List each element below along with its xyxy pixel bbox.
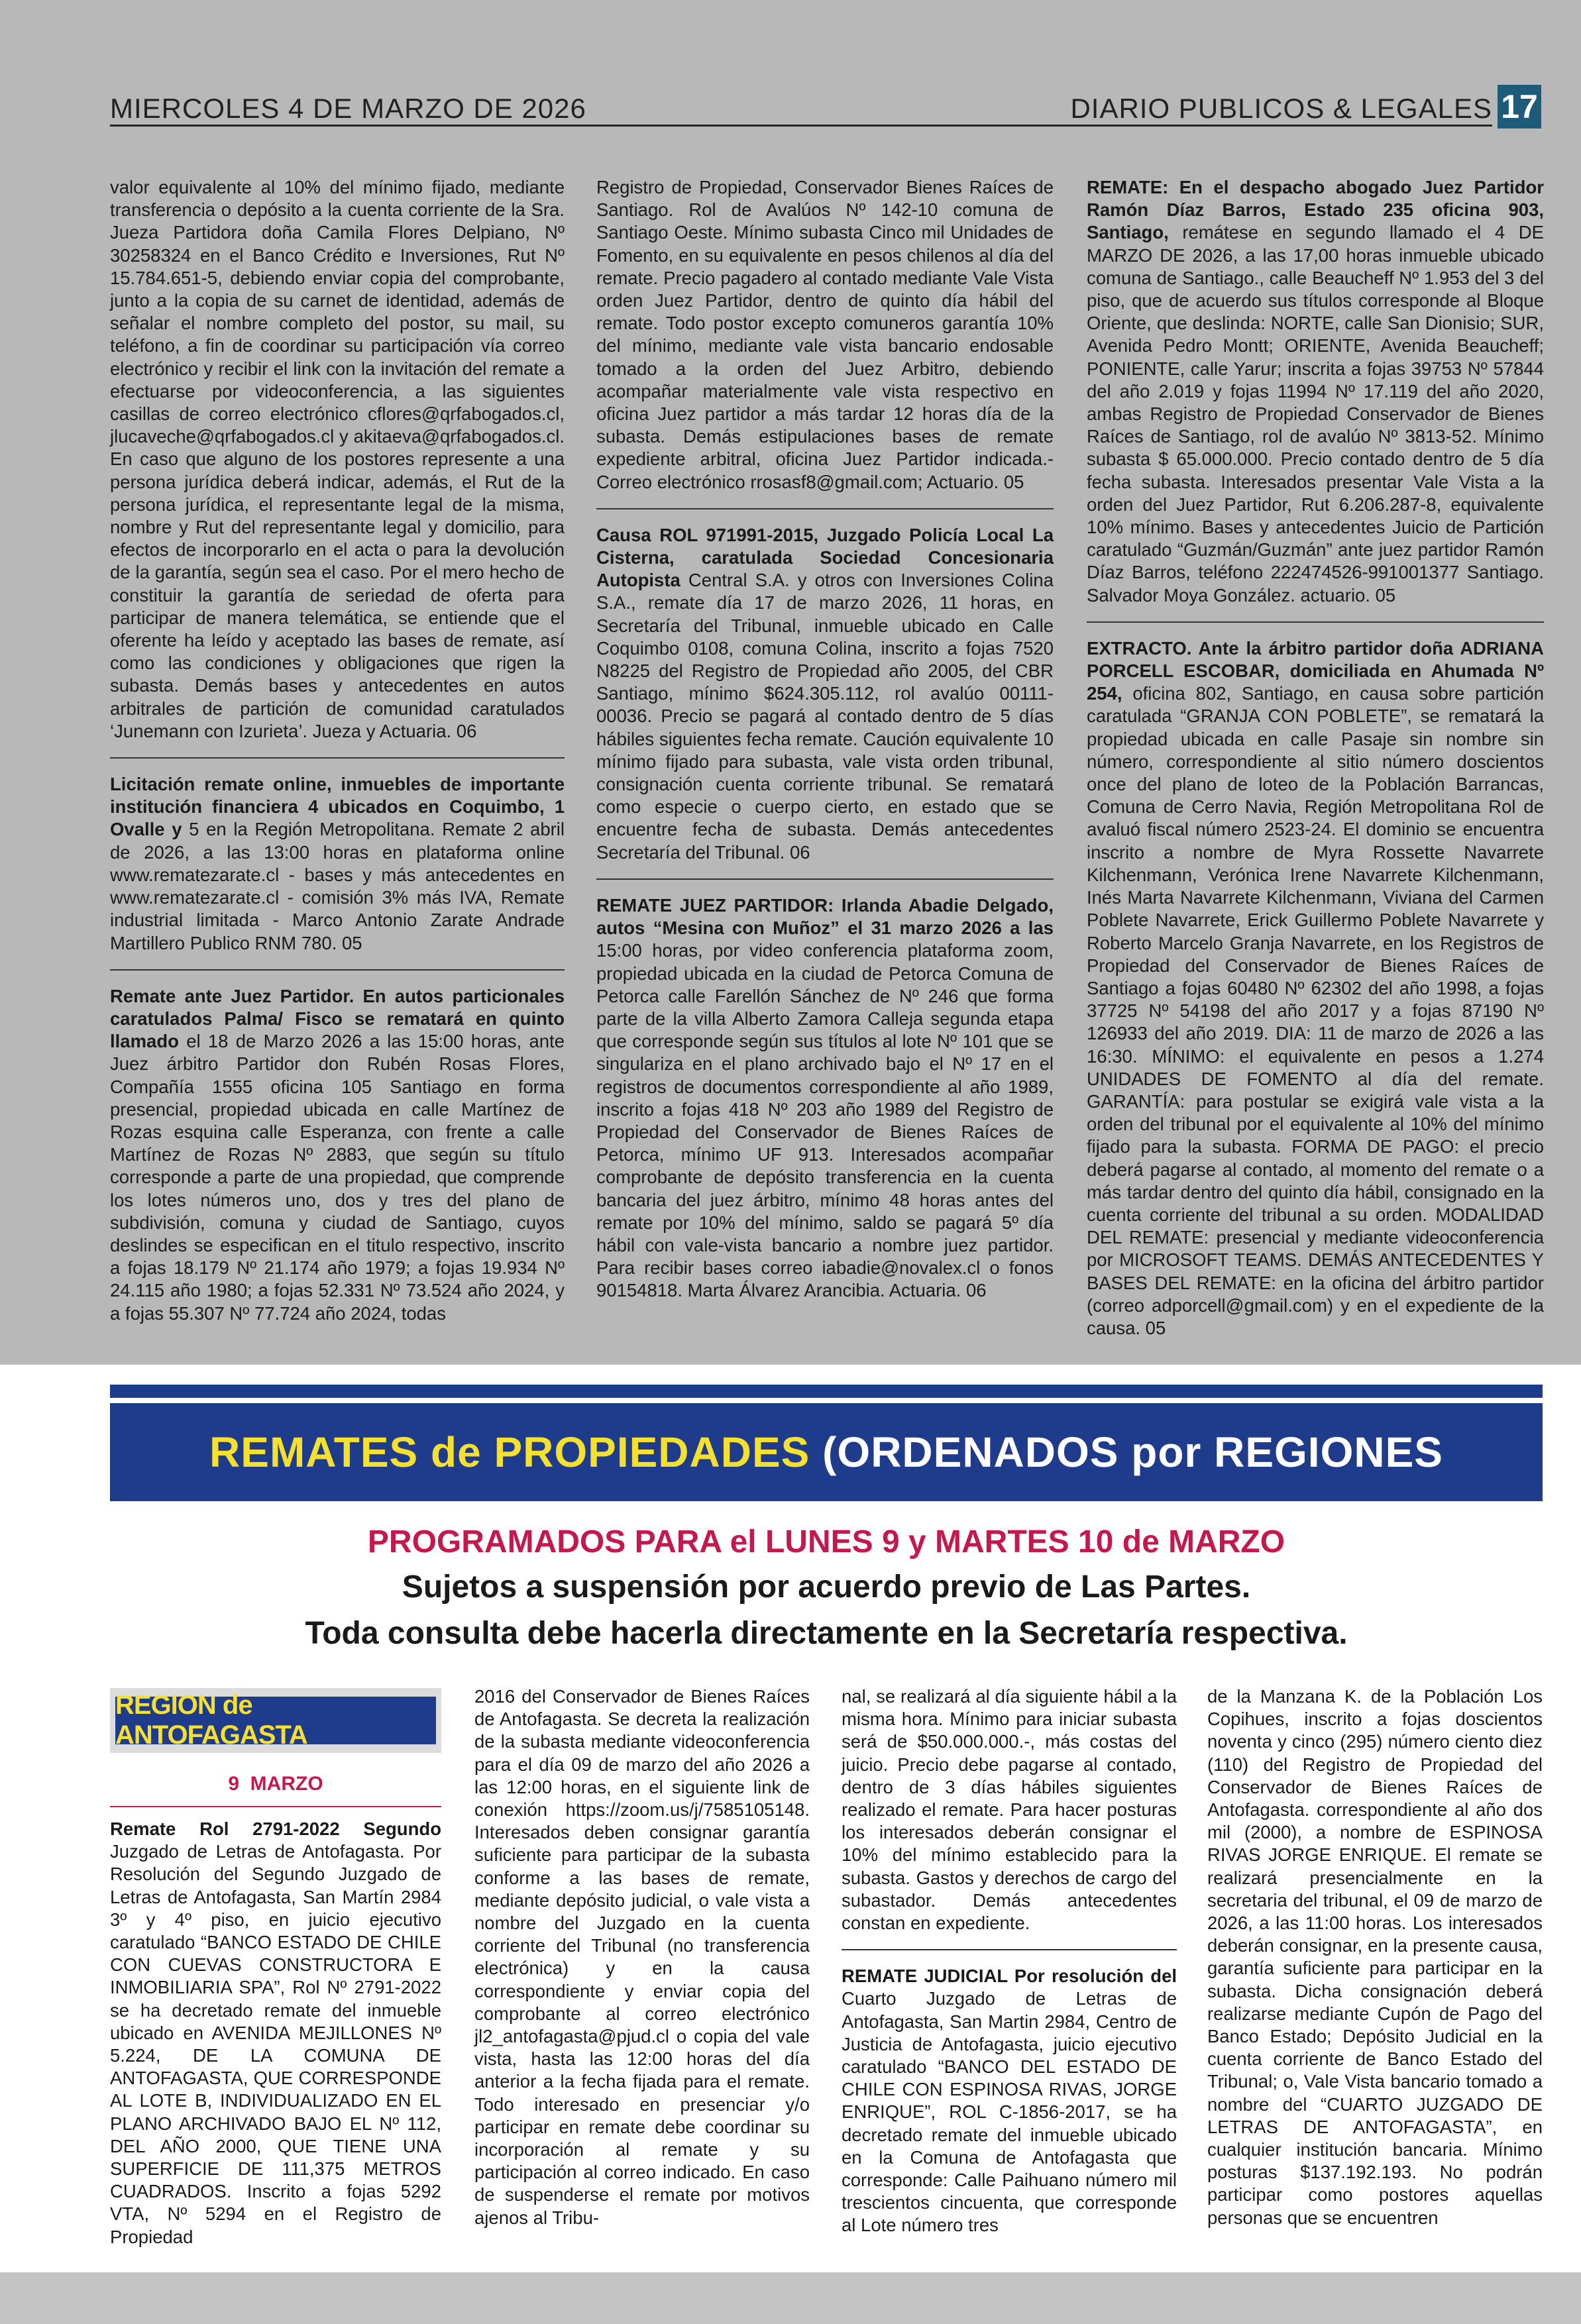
notice bbox=[842, 1965, 1177, 2237]
notice-text: de la Manzana K. de la Población Los Copihues, inscrito a fojas doscientos noventa y cinco (295) número ciento diez (110) del Registro de Propiedad del Conservador de Bienes Raíces de Antofagasta. correspondiente al año dos mil (2000), a nombre de ESPINOSA RIVAS JORGE ENRIQUE. El remate se realizará presencialmente en la secretaria del tribunal, el 09 de marzo de 2026, a las 11:00 horas. Los interesados deberán consignar, en la presente causa, garantía suficiente para participar en la subasta. Dicha consignación deberá realizarse mediante Cupón de Pago del Banco Estado; Depósito Judicial en la cuenta corriente de Banco Estado del Tribunal; o, Vale Vista bancario tomado a nombre del “CUARTO JUZGADO DE LETRAS DE ANTOFAGASTA”, en cualquier institución bancaria. Mínimo posturas $137.192.193. No podrán participar como postores aquellas personas que se encuentren bbox=[1207, 1686, 1543, 2228]
notice-heading: REMATE: En el despacho abogado Juez Partidor Ramón Díaz Barros, Estado 235 oficina 903, Santiago, bbox=[1087, 177, 1544, 243]
banner-top-line bbox=[110, 1385, 1543, 1398]
notice-text: valor equivalente al 10% del mínimo fijado, mediante transferencia o depósito a la cuenta corriente de la Sra. Jueza Partidora doña Camila Flores Delpiano, Nº 30258324 en el Banco Crédito e Inversiones, Rut Nº 15.784.651-5, debiendo enviar copia del comprobante, junto a la copia de su carnet de identidad, además de señalar el nombre completo del postor, su mail, su teléfono, a fin de coordinar su participación vía correo electrónico y recibir el link con la invitación del remate a efectuarse por videoconferencia, a las siguientes casillas de correo electrónico cflores@qrfabogados.cl, jlucaveche@qrfabogados.cl y akitaeva@qrfabogados.cl. En caso que alguno de los postores represente a una persona jurídica deberá indicar, además, el Rut de la persona jurídica, el representante legal de la misma, nombre y Rut del representante legal y domicilio, para efectos de incorporarlo en el acta o para la devolución de la garantía, según sea el caso. Por el mero hecho de constituir la garantía de seriedad de oferta para participar de manera telemática, se entiende que el oferente ha leído y aceptado las bases de remate, así como las condiciones y obligaciones que rigen la subasta. Demás bases y antecedentes en autos arbitrales de partición de comunidad caratulados ‘Junemann con Izurieta’. Jueza y Actuaria. 06 bbox=[110, 177, 565, 741]
notice-text: 2016 del Conservador de Bienes Raíces de Antofagasta. Se decreta la realización de la subasta mediante videoconferencia para el día 09 de marzo del año 2026 a las 12:00 horas, en el siguiente link de conexión https://zoom.us/j/7585105148. Interesados deben consignar garantía suficiente para participar de la subasta conforme a las bases de remate, mediante depósito judicial, o vale vista a nombre del Juzgado en la cuenta corriente del Tribunal (no transferencia electrónica) y en la causa correspondiente y enviar copia del comprobante al correo electrónico jl2_antofagasta@pjud.cl o copia del vale vista, hasta las 12:00 horas del día anterior a la fecha fijada para el remate. Todo interesado en presenciar y/o participar en remate debe coordinar su incorporación al remate y su participación al correo indicado. En caso de suspenderse el remate por motivos ajenos al Tribu- bbox=[474, 1686, 810, 2228]
notice-separator bbox=[596, 878, 1054, 880]
section-banner bbox=[110, 1403, 1543, 1501]
notice bbox=[1087, 637, 1544, 1340]
banner-subtitle-schedule: PROGRAMADOS PARA el LUNES 9 y MARTES 10 de MARZO bbox=[367, 1524, 1285, 1559]
bottom-grey-strip bbox=[0, 2272, 1581, 2324]
notice-body: el 18 de Marzo 2026 a las 15:00 horas, ante Juez árbitro Partidor don Rubén Rosas Flores, Compañía 1555 oficina 105 Santiago en forma presencial, propiedad ubicada en calle Martínez de Rozas esquina calle Esperanza, con frente a calle Martínez de Rozas Nº 2883, que según su título corresponde a parte de una propiedad, que comprende los lotes números uno, dos y tres del plano de subdivisión, comuna y ciudad de Santiago, cuyos deslindes se especifican en el titulo respectivo, inscrito a fojas 18.179 Nº 21.174 año 1979; a fojas 19.934 Nº 24.115 año 1980; a fojas 52.331 Nº 73.524 año 2024, y a fojas 55.307 Nº 77.724 año 2024, todas bbox=[110, 1031, 565, 1324]
top-column-1 bbox=[110, 176, 565, 1340]
day-rule bbox=[110, 1806, 441, 1807]
banner-title-secondary: (ORDENADOS por REGIONES bbox=[810, 1428, 1443, 1476]
bottom-column-1 bbox=[110, 1818, 441, 2263]
notice-heading: REMATE JUEZ PARTIDOR: Irlanda Abadie Delgado, autos “Mesina con Muñoz” el 31 marzo 2026 a las bbox=[596, 894, 1054, 939]
notice bbox=[110, 773, 565, 955]
notice-body: Cuarto Juzgado de Letras de Antofagasta, San Martin 2984, Centro de Justicia de Antofagasta, juicio ejecutivo caratulado “BANCO DEL ESTADO DE CHILE CON ESPINOSA RIVAS, JORGE ENRIQUE”, ROL C-1856-2017, se ha decretado remate del inmueble ubicado en la Comuna de Antofagasta que corresponde: Calle Paihuano número mil trescientos cincuenta, que corresponde al Lote número tres bbox=[842, 1988, 1177, 2236]
notice-heading: Remate Rol 2791-2022 Segundo bbox=[110, 1819, 441, 1839]
page-number: 17 bbox=[1498, 85, 1541, 129]
banner-title-primary: REMATES de PROPIEDADES bbox=[209, 1428, 810, 1476]
banner-subtitle-contact: Toda consulta debe hacerla directamente en la Secretaría respectiva. bbox=[305, 1616, 1348, 1651]
day-label: 9 MARZO bbox=[228, 1773, 323, 1795]
notice-text: nal, se realizará al día siguiente hábil a la misma hora. Mínimo para iniciar subasta será de $50.000.000.-, más costas del juicio. Precio debe pagarse al contado, dentro de 3 días hábiles siguientes realizado el remate. Para hacer posturas los interesados deberán consignar el 10% del mínimo establecido para la subasta. Gastos y derechos de cargo del subastador. Demás antecedentes constan en expediente. bbox=[842, 1686, 1177, 1934]
notice bbox=[596, 524, 1054, 864]
notice-heading: Causa ROL 971991-2015, Juzgado Policía Local La Cisterna, caratulada Sociedad Concesionaria Autopista bbox=[596, 524, 1054, 591]
notice-body: 15:00 horas, por video conferencia plataforma zoom, propiedad ubicada en la ciudad de Petorca Comuna de Petorca calle Farellón Sánchez de Nº 246 que forma parte de la villa Alberto Zamora Calleja segunda etapa que corresponde según sus títulos al lote Nº 101 que se singulariza en el plano archivado bajo el Nº 17 en el registros de documentos correspondiente al año 1989, inscrito a fojas 418 Nº 203 año 1989 del Registro de Propiedad del Conservador de Bienes Raíces de Petorca, mínimo UF 913. Interesados acompañar comprobante de depósito transferencia en la cuenta bancaria del juez árbitro, mínimo 48 horas antes del remate por 10% del mínimo, saldo se pagará 5º día hábil con vale-vista bancario a nombre juez partidor. Para recibir bases correo iabadie@novalex.cl o fonos 90154818. Marta Álvarez Arancibia. Actuaria. 06 bbox=[596, 940, 1054, 1301]
bottom-column-2 bbox=[474, 1685, 810, 2244]
banner-subtitle-suspension: Sujetos a suspensión por acuerdo previo de Las Partes. bbox=[402, 1569, 1251, 1605]
notice bbox=[596, 894, 1054, 1302]
notice-body: oficina 802, Santiago, en causa sobre partición caratulada “GRANJA CON POBLETE”, se rematará la propiedad ubicada en calle Pasaje sin nombre sin número, correspondiente al sitio número doscientos once del plano de loteo de la Población Barrancas, Comuna de Cerro Navia, Región Metropolitana Rol de avaluó fiscal número 2523-24. El dominio se encuentra inscrito a nombre de Myra Rossette Navarrete Kilchenmann, Verónica Irene Navarrete Kilchenmann, Inés Marta Navarrete Kilchenmann, Viviana del Carmen Poblete Navarrete, Erick Guillermo Poblete Navarrete y Roberto Marcelo Granja Navarrete, en los Registros de Propiedad del Conservador de Bienes Raíces de Santiago a fojas 60480 Nº 62302 del año 1998, a fojas 37725 Nº 54198 del año 2017 y a fojas 87190 Nº 126933 del año 2019. DIA: 11 de marzo de 2026 a las 16:30. MÍNIMO: el equivalente en pesos a 1.274 UNIDADES DE FOMENTO al día del remate. GARANTÍA: para postular se exigirá vale vista a la orden del tribunal por el equivalente al 10% del mínimo fijado para la subasta. FORMA DE PAGO: el precio deberá pagarse al contado, al momento del remate o a más tardar dentro del quinto día hábil, consignado en la cuenta corriente del tribunal a su orden. MODALIDAD DEL REMATE: presencial y mediante videoconferencia por MICROSOFT TEAMS. DEMÁS ANTECEDENTES Y BASES DEL REMATE: en la oficina del árbitro partidor (correo adporcell@gmail.com) y en el expediente de la causa. 05 bbox=[1087, 683, 1544, 1338]
notice-separator bbox=[1087, 621, 1544, 623]
notice-heading: EXTRACTO. Ante la árbitro partidor doña ADRIANA PORCELL ESCOBAR, domiciliada en Ahumada Nº 254, bbox=[1087, 637, 1544, 704]
region-heading: REGION de ANTOFAGASTA bbox=[115, 1697, 436, 1744]
notice-separator bbox=[110, 757, 565, 759]
header-date: MIERCOLES 4 DE MARZO DE 2026 bbox=[110, 93, 586, 124]
bottom-column-4 bbox=[1207, 1685, 1543, 2244]
notice-heading: Licitación remate online, inmuebles de importante institución financiera 4 ubicados en Coquimbo, 1 Ovalle y bbox=[110, 774, 565, 840]
notice-text: Registro de Propiedad, Conservador Bienes Raíces de Santiago. Rol de Avalúos Nº 142-10 comuna de Santiago Oeste. Mínimo subasta Cinco mil Unidades de Fomento, en su equivalente en pesos chilenos al día del remate. Precio pagadero al contado mediante Vale Vista orden Juez Partidor, dentro de quinto día hábil del remate. Todo postor excepto comuneros garantía 10% del mínimo, mediante vale vista bancario endosable tomado a la orden del Juez Arbitro, debiendo acompañar materialmente vale vista respectivo en oficina Juez partidor a más tardar 12 horas día de la subasta. Demás estipulaciones bases de remate expediente arbitral, oficina Juez Partidor indicada.- Correo electrónico rrosasf8@gmail.com; Actuario. 05 bbox=[596, 177, 1054, 492]
notice bbox=[110, 1818, 441, 2248]
notice-heading: REMATE JUDICIAL Por resolución del bbox=[842, 1966, 1177, 1987]
notice-separator bbox=[596, 508, 1054, 509]
header-masthead: DIARIO PUBLICOS & LEGALES bbox=[1070, 93, 1492, 124]
header-rule bbox=[110, 125, 1492, 127]
region-heading-box bbox=[110, 1688, 441, 1753]
notice-body: 5 en la Región Metropolitana. Remate 2 abril de 2026, a las 13:00 horas en plataforma online www.rematezarate.cl - bases y más antecedentes en www.rematezarate.cl - comisión 3% más IVA, Remate industrial limitada - Marco Antonio Zarate Andrade Martillero Publico RNM 780. 05 bbox=[110, 819, 565, 953]
notice-body: Central S.A. y otros con Inversiones Colina S.A., remate día 17 de marzo 2026, 11 horas, en Secretaría del Tribunal, inmueble ubicado en Calle Coquimbo 0108, comuna Colina, inscrito a fojas 7520 N8225 del Registro de Propiedad año 2005, del CBR Santiago, mínimo $624.305.112, rol avalúo 00111-00036. Precio se pagará al contado dentro de 5 días hábiles siguientes fecha remate. Caución equivalente 10 mínimo fijado para subasta, vale vista orden tribunal, consignación cuenta corriente tribunal. Se rematará como especie o cuerpo cierto, en estado que se encuentre fecha de subasta. Demás antecedentes Secretaría del Tribunal. 06 bbox=[596, 570, 1054, 863]
notice-separator bbox=[110, 969, 565, 971]
page-header bbox=[110, 85, 1541, 131]
notice-heading: Remate ante Juez Partidor. En autos particionales caratulados Palma/ Fisco se rematará en quinto llamado bbox=[110, 985, 565, 1052]
top-column-3 bbox=[1087, 176, 1544, 1354]
notice-body: remátese en segundo llamado el 4 DE MARZO DE 2026, a las 17,00 horas inmueble ubicado comuna de Santiago., calle Beaucheff Nº 1.953 del 3 del piso, que de acuerdo sus títulos corresponde al Bloque Oriente, que deslinda: NORTE, calle San Dionisio; SUR, Avenida Pedro Montt; ORIENTE, Avenida Beaucheff; PONIENTE, calle Yarur; inscrita a fojas 39753 Nº 57844 del año 2.019 y fojas 11994 Nº 17.119 del año 2020, ambas Registro de Propiedad Conservador de Bienes Raíces de Santiago, rol de avalúo Nº 3813-52. Mínimo subasta $ 65.000.000. Precio contado dentro de 5 día fecha subasta. Interesados presentar Vale Vista a la orden del Juez Partidor, Rut 6.206.287-8, equivalente 10% mínimo. Bases y antecedentes Juicio de Partición caratulado “Guzmán/Guzmán” ante juez partidor Ramón Díaz Barros, teléfono 222474526-991001377 Santiago. Salvador Moya González. actuario. 05 bbox=[1087, 222, 1544, 606]
bottom-column-3 bbox=[842, 1685, 1177, 2252]
notice-body: Juzgado de Letras de Antofagasta. Por Resolución del Segundo Juzgado de Letras de Antofagasta, San Martín 2984 3º y 4º piso, en juicio ejecutivo caratulado “BANCO ESTADO DE CHILE CON CUEVAS CONSTRUCTORA E INMOBILIARIA SPA”, Rol Nº 2791-2022 se ha decretado remate del inmueble ubicado en AVENIDA MEJILLONES Nº 5.224, DE LA COMUNA DE ANTOFAGASTA, QUE CORRESPONDE AL LOTE B, INDIVIDUALIZADO EN EL PLANO ARCHIVADO BAJO EL Nº 112, DEL AÑO 2000, QUE TIENE UNA SUPERFICIE DE 111,375 METROS CUADRADOS. Inscrito a fojas 5292 VTA, Nº 5294 en el Registro de Propiedad bbox=[110, 1841, 441, 2247]
notice bbox=[1087, 176, 1544, 607]
notice bbox=[110, 985, 565, 1325]
notice-separator bbox=[842, 1949, 1177, 1950]
top-column-2 bbox=[596, 176, 1054, 1317]
